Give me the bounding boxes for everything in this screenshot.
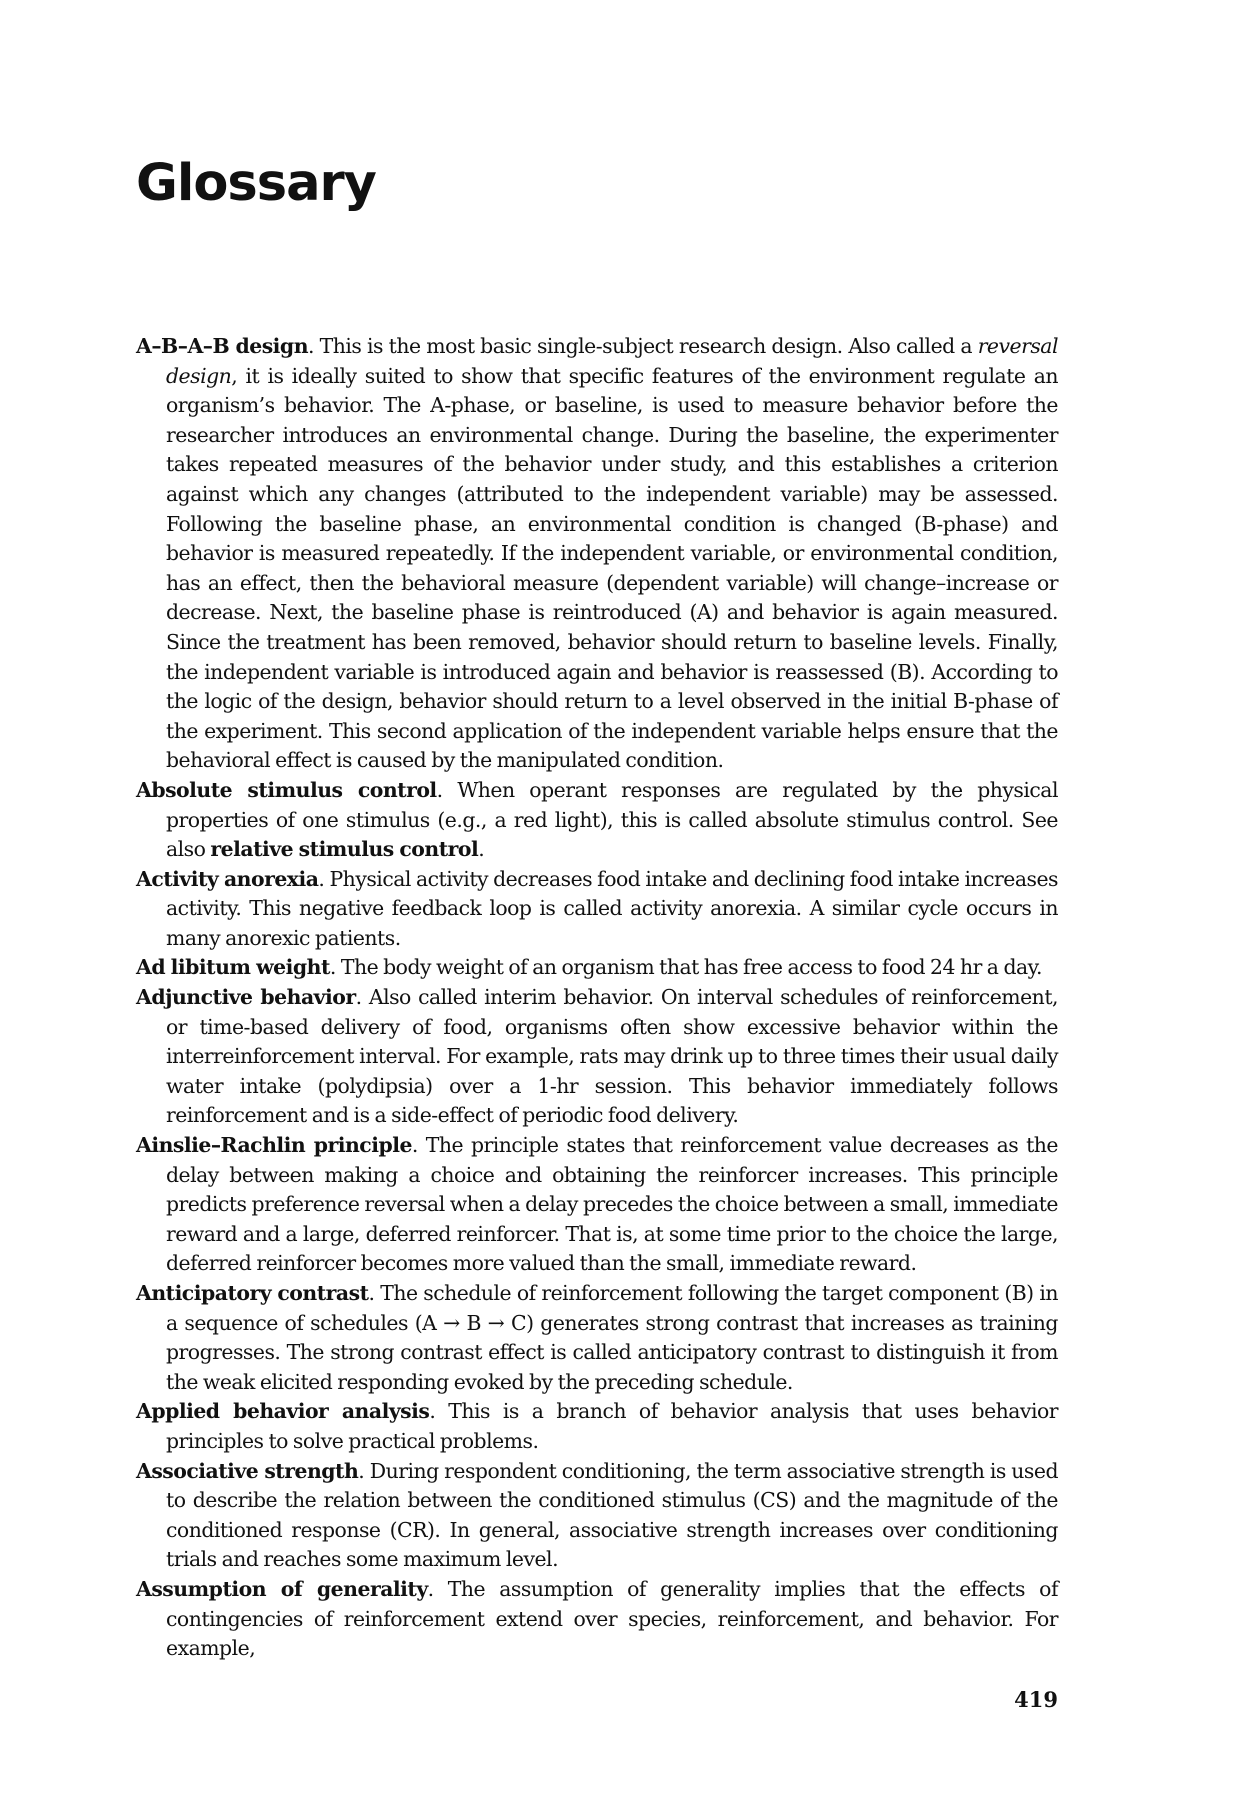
definition-text: . Physical activity decreases food intake and declining food intake increases activity. This negative feedback loop is called activity anorexia. A similar cycle occurs in many anorexic patients.	[166, 866, 1058, 950]
definition-text: . This is the most basic single-subject research design. Also called a	[308, 334, 978, 358]
cross-reference: relative stimulus control	[210, 837, 479, 862]
glossary-term: Ainslie–Rachlin principle	[136, 1133, 412, 1158]
glossary-term: Applied behavior analysis	[136, 1399, 430, 1424]
glossary-term: Activity anorexia	[136, 866, 319, 891]
glossary-entry-adjunctive-behavior	[136, 983, 1058, 1131]
glossary-term: Absolute stimulus control	[136, 777, 437, 802]
definition-text: . The schedule of reinforcement following the target component (B) in a sequence of schedules (A → B → C) generates strong contrast that increases as training progresses. The strong contrast effect is called anticipatory contrast to distinguish it from the weak elicited responding evoked by the preceding schedule.	[166, 1281, 1059, 1394]
definition-italic: reversal design	[166, 334, 1058, 388]
glossary-entry-anticipatory-contrast	[136, 1279, 1058, 1397]
page-title: Glossary	[136, 154, 376, 213]
glossary-entry-absolute-stimulus-control	[136, 776, 1058, 865]
glossary-entry-associative-strength	[136, 1457, 1058, 1575]
definition-text: . Also called interim behavior. On interval schedules of reinforcement, or time-based delivery of food, organisms often show excessive behavior within the interreinforcement interval. For example, rats may drink up to three times their usual daily water intake (polydipsia) over a 1-hr session. This behavior immediately follows reinforcement and is a side-effect of periodic food delivery.	[166, 985, 1058, 1128]
definition-text: . This is a branch of behavior analysis that uses behavior principles to solve practical problems.	[166, 1399, 1058, 1453]
glossary-entry-assumption-of-generality	[136, 1575, 1058, 1664]
definition-text: . The body weight of an organism that has free access to food 24 hr a day.	[329, 955, 1042, 980]
definition-text: , it is ideally suited to show that specific features of the environment regulate an organism’s behavior. The A-phase, or baseline, is used to measure behavior before the researcher introduces an environmental change. During the baseline, the experimenter takes repeated measures of the behavior under study, and this establishes a criterion against which any changes (attributed to the independent variable) may be assessed. Following the baseline phase, an environmental condition is changed (B-phase) and behavior is measured repeatedly. If the independent variable, or environmental condition, has an effect, then the behavioral measure (dependent variable) will change–increase or decrease. Next, the baseline phase is reintroduced (A) and behavior is again measured. Since the treatment has been removed, behavior should return to baseline levels. Finally, the independent variable is introduced again and behavior is reassessed (B). According to the logic of the design, behavior should return to a level observed in the initial B-phase of the experiment. This second application of the independent variable helps ensure that the behavioral effect is caused by the manipulated condition.	[166, 363, 1058, 773]
glossary-term: Anticipatory contrast	[136, 1281, 369, 1305]
glossary-entry-ainslie-rachlin-principle	[136, 1131, 1058, 1279]
glossary-entry-ad-libitum-weight	[136, 953, 1058, 983]
glossary-term: Assumption of generality	[136, 1576, 428, 1601]
definition-text: . During respondent conditioning, the term associative strength is used to describe the relation between the conditioned stimulus (CS) and the magnitude of the conditioned response (CR). In general, associative strength increases over conditioning trials and reaches some maximum level.	[166, 1458, 1059, 1572]
definition-text: . The principle states that reinforcement value decreases as the delay between making a choice and obtaining the reinforcer increases. This principle predicts preference reversal when a delay precedes the choice between a small, immediate reward and a large, deferred reinforcer. That is, at some time prior to the choice the large, deferred reinforcer becomes more valued than the small, immediate reward.	[166, 1133, 1058, 1276]
glossary-term: Adjunctive behavior	[136, 985, 356, 1010]
definition-text: . The assumption of generality implies that the effects of contingencies of reinforcement extend over species, reinforcement, and behavior. For example,	[166, 1576, 1058, 1661]
glossary-term: Ad libitum weight	[136, 955, 330, 980]
glossary-entry-activity-anorexia	[136, 865, 1058, 954]
page-number: 419	[1014, 1687, 1058, 1712]
glossary-term: Associative strength	[136, 1458, 359, 1483]
definition-text: .	[478, 837, 485, 862]
glossary-entry-abab-design	[136, 332, 1058, 776]
definition-text: . When operant responses are regulated by the physical properties of one stimulus (e.g., a red light), this is called absolute stimulus control. See also	[166, 777, 1058, 862]
glossary-list	[136, 332, 1058, 1664]
glossary-entry-applied-behavior-analysis	[136, 1397, 1058, 1456]
glossary-term: A–B–A–B design	[136, 334, 309, 358]
